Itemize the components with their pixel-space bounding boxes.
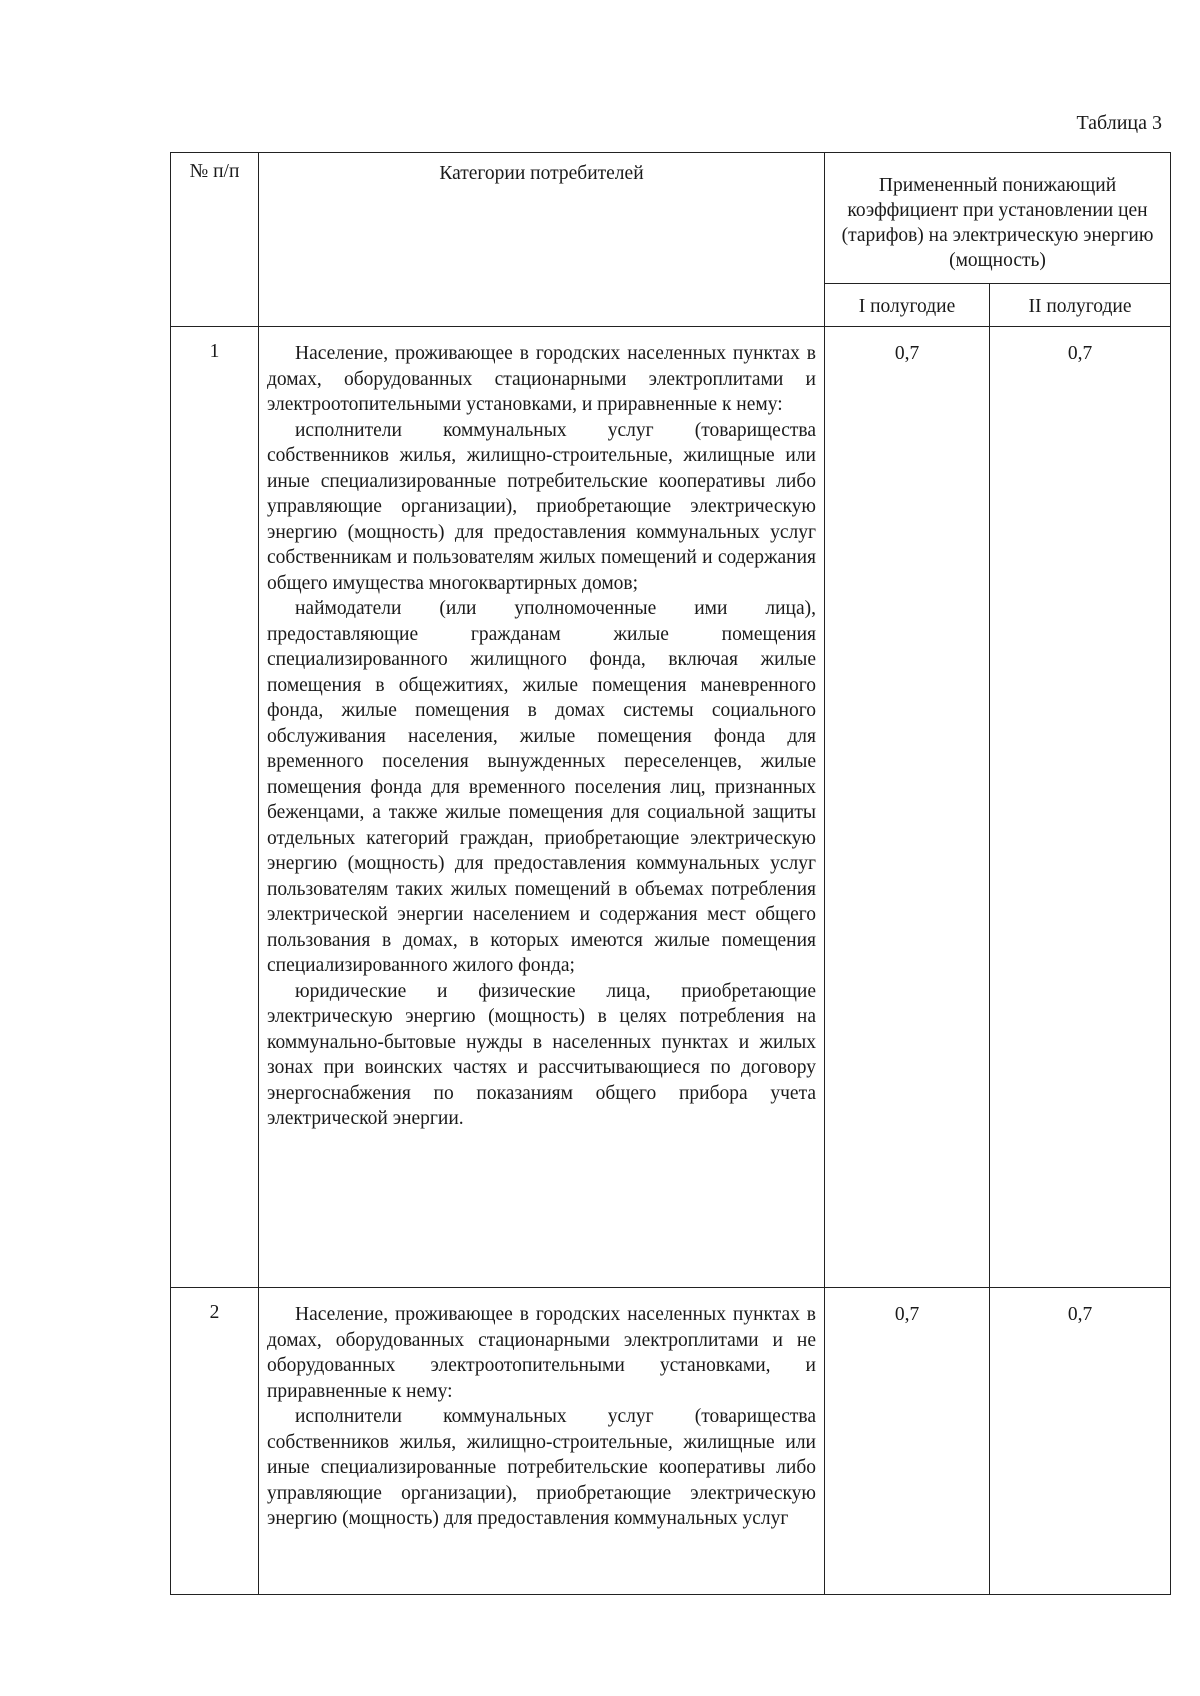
row-category	[259, 1288, 825, 1595]
row-half-2-value: 0,7	[990, 1288, 1171, 1595]
header-number: № п/п	[171, 153, 259, 327]
row-half-1-value: 0,7	[825, 1288, 990, 1595]
consumer-coefficient-table	[170, 152, 1171, 1595]
header-half-2: II полугодие	[990, 284, 1171, 327]
table-caption: Таблица 3	[1076, 112, 1162, 134]
header-coefficient: Примененный понижающий коэффициент при установлении цен (тарифов) на электрическую энергию (мощность)	[825, 153, 1171, 284]
category-paragraph: исполнители коммунальных услуг (товарищества собственников жилья, жилищно-строительные, жилищные или иные специализированные потребительские кооперативы либо управляющие организации), приобретающие электрическую энергию (мощность) для предоставления коммунальных услуг собственникам и пользователям жилых помещений и содержания общего имущества многоквартирных домов;	[267, 419, 816, 594]
category-paragraph: наймодатели (или уполномоченные ими лица), предоставляющие гражданам жилые помещения специализированного жилищного фонда, включая жилые помещения в общежитиях, жилые помещения маневренного фонда, жилые помещения в домах системы социального обслуживания населения, жилые помещения фонда для временного поселения вынужденных переселенцев, жилые помещения фонда для временного поселения лиц, признанных беженцами, а также жилые помещения для социальной защиты отдельных категорий граждан, приобретающие электрическую энергию (мощность) для предоставления коммунальных услуг пользователям таких жилых помещений в объемах потребления электрической энергии населением и содержания мест общего пользования в домах, в которых имеются жилые помещения специализированного жилого фонда;	[267, 598, 816, 976]
header-category: Категории потребителей	[259, 153, 825, 327]
row-half-1-value: 0,7	[825, 327, 990, 1288]
row-number: 2	[171, 1288, 259, 1595]
table-row	[171, 327, 1171, 1288]
table-row	[171, 1288, 1171, 1595]
category-paragraph: юридические и физические лица, приобретающие электрическую энергию (мощность) в целях потребления на коммунально-бытовые нужды в населенных пунктах и жилых зонах при воинских частях и рассчитывающиеся по договору энергоснабжения по показаниям общего прибора учета электрической энергии.	[267, 980, 816, 1129]
category-paragraph: Население, проживающее в городских населенных пунктах в домах, оборудованных стационарными электроплитами и не оборудованных электроотопительными установками, и приравненные к нему:	[267, 1304, 816, 1402]
header-half-1: I полугодие	[825, 284, 990, 327]
row-number: 1	[171, 327, 259, 1288]
category-paragraph: исполнители коммунальных услуг (товарищества собственников жилья, жилищно-строительные, жилищные или иные специализированные потребительские кооперативы либо управляющие организации), приобретающие электрическую энергию (мощность) для предоставления коммунальных услуг	[267, 1406, 816, 1529]
category-paragraph: Население, проживающее в городских населенных пунктах в домах, оборудованных стационарными электроплитами и электроотопительными установками, и приравненные к нему:	[267, 343, 816, 415]
row-half-2-value: 0,7	[990, 327, 1171, 1288]
row-category	[259, 327, 825, 1288]
